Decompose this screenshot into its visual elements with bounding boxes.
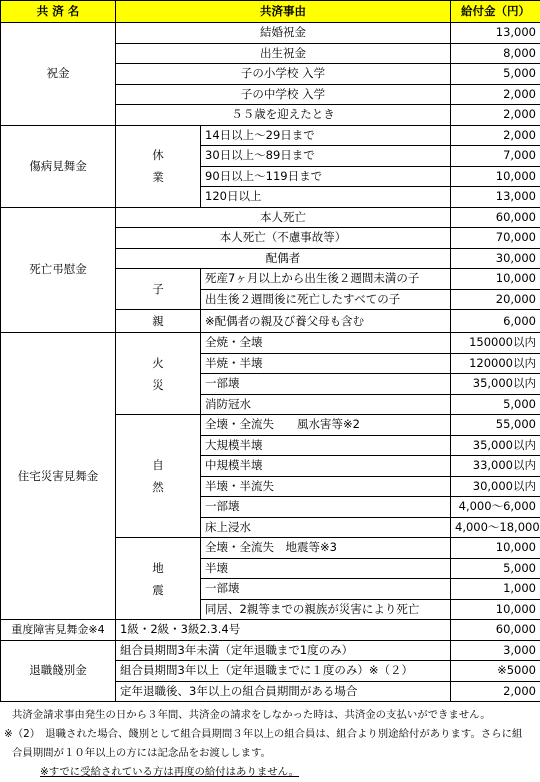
group-kasai: 火災: [151, 352, 165, 396]
amount-cell: 1,000: [451, 579, 540, 600]
reason-cell: 死産7ヶ月以上から出生後２週間未満の子: [201, 269, 451, 290]
amount-cell: 150000以内: [451, 333, 540, 354]
amount-cell: 6,000: [451, 310, 540, 333]
amount-cell: 10,000: [451, 166, 540, 187]
table-row: [1, 207, 540, 228]
amount-cell: 120000以内: [451, 353, 540, 374]
note-line: 合員期間が１０年以上の方には記念品をお渡しします。: [0, 744, 540, 763]
reason-cell: 大規模半壊: [201, 435, 451, 456]
header-name: 共 済 名: [1, 1, 116, 23]
reason-cell: 半壊: [201, 558, 451, 579]
amount-cell: 5,000: [451, 394, 540, 415]
category-jutaku: 住宅災害見舞金: [1, 333, 116, 620]
amount-cell: 10,000: [451, 269, 540, 290]
reason-cell: 本人死亡（不慮事故等）: [116, 228, 451, 249]
reason-cell: 30日以上～89日まで: [201, 146, 451, 167]
reason-cell: 一部壊: [201, 374, 451, 395]
header-amount: 給付金（円）: [451, 1, 540, 23]
reason-cell: 90日以上～119日まで: [201, 166, 451, 187]
reason-cell: 一部壊: [201, 497, 451, 518]
amount-cell: 10,000: [451, 599, 540, 620]
reason-cell: 子の小学校 入学: [116, 64, 451, 85]
reason-cell: 半焼・半壊: [201, 353, 451, 374]
reason-cell: 結婚祝金: [116, 23, 451, 44]
reason-cell: 1級・2級・3級2.3.4号: [116, 620, 451, 641]
reason-cell: 子の中学校 入学: [116, 84, 451, 105]
amount-cell: 4,000～6,000: [451, 497, 540, 518]
reason-cell: ※配偶者の親及び養父母も含む: [201, 310, 451, 333]
amount-cell: 2,000: [451, 105, 540, 126]
group-oya: 親: [151, 310, 165, 332]
amount-cell: 70,000: [451, 228, 540, 249]
reason-cell: 全焼・全壊: [201, 333, 451, 354]
reason-cell: 全壊・全流失 風水害等※2: [201, 415, 451, 436]
group-ko: 子: [151, 278, 165, 300]
reason-cell: 14日以上～29日まで: [201, 125, 451, 146]
notes: [0, 706, 540, 782]
header-row: [1, 1, 540, 23]
amount-cell: 55,000: [451, 415, 540, 436]
note-line: 共済金請求事由発生の日から３年間、共済金の請求をしなかった時は、共済金の支払いができません。: [0, 706, 540, 725]
category-shobyo: 傷病見舞金: [1, 125, 116, 207]
reason-cell: 同居、2親等までの親族が災害により死亡: [201, 599, 451, 620]
reason-cell: 床上浸水: [201, 517, 451, 538]
amount-cell: 13,000: [451, 187, 540, 208]
amount-cell: 5,000: [451, 64, 540, 85]
amount-cell: 60,000: [451, 207, 540, 228]
reason-cell: 配偶者: [116, 248, 451, 269]
note-line: ※すでに受給されている方は再度の給付はありません。: [0, 763, 540, 782]
group-jishin: 地震: [151, 557, 165, 601]
category-shukukin: 祝金: [1, 23, 116, 126]
amount-cell: 8,000: [451, 43, 540, 64]
reason-cell: 組合員期間3年未満（定年退職まで1度のみ）: [116, 640, 451, 661]
amount-cell: 2,000: [451, 681, 540, 702]
reason-cell: ５５歳を迎えたとき: [116, 105, 451, 126]
reason-cell: 一部壊: [201, 579, 451, 600]
amount-cell: 35,000以内: [451, 374, 540, 395]
amount-cell: 30,000以内: [451, 476, 540, 497]
amount-cell: 2,000: [451, 84, 540, 105]
category-jusho: 重度障害見舞金※4: [1, 620, 116, 641]
reason-cell: 定年退職後、3年以上の組合員期間がある場合: [116, 681, 451, 702]
table-row: [1, 620, 540, 641]
table-row: [1, 23, 540, 44]
amount-cell: 3,000: [451, 640, 540, 661]
table-row: [1, 640, 540, 661]
amount-cell: 20,000: [451, 289, 540, 310]
reason-cell: 全壊・全流失 地震等※3: [201, 538, 451, 559]
amount-cell: 2,000: [451, 125, 540, 146]
category-taishoku: 退職餞別金: [1, 640, 116, 702]
reason-cell: 120日以上: [201, 187, 451, 208]
reason-cell: 組合員期間3年以上（定年退職までに１度のみ）※（２）: [116, 661, 451, 682]
reason-cell: 半壊・半流失: [201, 476, 451, 497]
reason-cell: 出生祝金: [116, 43, 451, 64]
note-line: ※（2） 退職された場合、餞別として組合員期間３年以上の組合員は、組合より別途給付があります。さらに組: [0, 725, 540, 744]
amount-cell: 30,000: [451, 248, 540, 269]
reason-cell: 中規模半壊: [201, 456, 451, 477]
header-reason: 共済事由: [116, 1, 451, 23]
amount-cell: 7,000: [451, 146, 540, 167]
group-shizen: 自然: [151, 454, 165, 498]
reason-cell: 出生後２週間後に死亡したすべての子: [201, 289, 451, 310]
amount-cell: 4,000～18,000: [451, 517, 540, 538]
amount-cell: 33,000以内: [451, 456, 540, 477]
category-shibo: 死亡弔慰金: [1, 207, 116, 333]
amount-cell: ※5000: [451, 661, 540, 682]
amount-cell: 13,000: [451, 23, 540, 44]
reason-cell: 本人死亡: [116, 207, 451, 228]
amount-cell: 10,000: [451, 538, 540, 559]
table-row: [1, 333, 540, 354]
amount-cell: 35,000以内: [451, 435, 540, 456]
amount-cell: 5,000: [451, 558, 540, 579]
reason-cell: 消防冠水: [201, 394, 451, 415]
group-kyugyo: 休業: [151, 144, 165, 188]
table-row: [1, 125, 540, 146]
amount-cell: 60,000: [451, 620, 540, 641]
